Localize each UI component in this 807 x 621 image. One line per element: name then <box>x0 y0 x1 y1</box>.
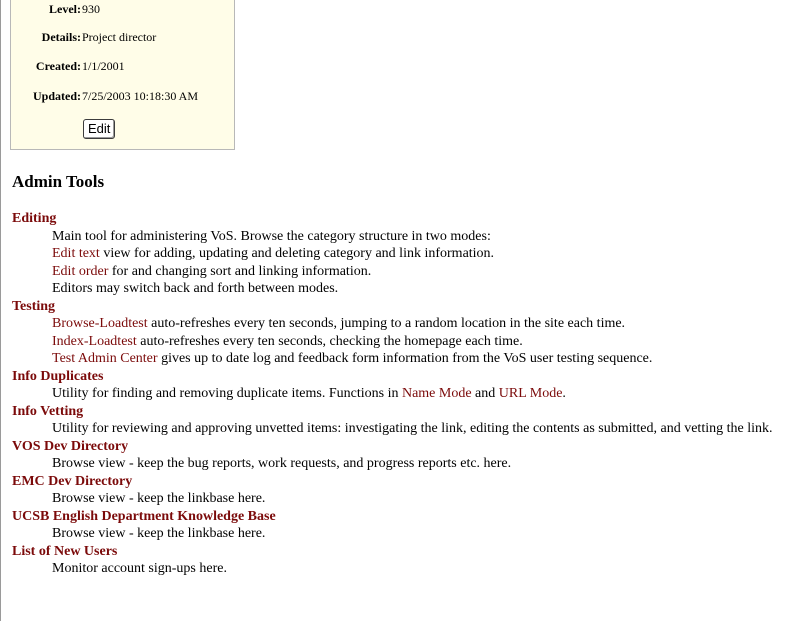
created-value: 1/1/2001 <box>82 59 125 73</box>
period-text: . <box>562 386 566 401</box>
admin-tools-heading: Admin Tools <box>12 172 105 191</box>
info-duplicates-line <box>12 385 802 403</box>
tool-vos-dev-directory <box>12 438 802 473</box>
emc-dev-directory-description: Browse view - keep the linkbase here. <box>52 491 266 506</box>
index-loadtest-link[interactable]: Index-Loadtest <box>52 333 137 349</box>
profile-row-updated <box>11 88 236 104</box>
testing-link[interactable]: Testing <box>12 298 56 314</box>
edit-text-line <box>12 245 802 263</box>
list-of-new-users-link[interactable]: List of New Users <box>12 543 118 559</box>
list-of-new-users-description: Monitor account sign-ups here. <box>52 561 227 576</box>
profile-row-details <box>11 29 236 45</box>
editing-note: Editors may switch back and forth between modes. <box>52 281 339 296</box>
ucsb-knowledge-base-link[interactable]: UCSB English Department Knowledge Base <box>12 508 276 524</box>
ucsb-knowledge-base-description: Browse view - keep the linkbase here. <box>52 526 266 541</box>
browse-loadtest-description: auto-refreshes every ten seconds, jumping to a random location in the site each time. <box>147 316 626 331</box>
index-loadtest-line <box>12 333 802 351</box>
tool-info-vetting <box>12 403 802 438</box>
browse-loadtest-line <box>12 315 802 333</box>
tool-testing <box>12 298 802 368</box>
vos-dev-directory-description: Browse view - keep the bug reports, work requests, and progress reports etc. here. <box>52 456 512 471</box>
edit-order-description: for and changing sort and linking information. <box>108 263 372 279</box>
tool-info-duplicates <box>12 368 802 403</box>
details-label: Details: <box>41 30 81 44</box>
window-left-border <box>0 0 1 621</box>
edit-order-line <box>12 263 802 281</box>
and-text: and <box>471 386 499 401</box>
created-label: Created: <box>35 59 81 73</box>
index-loadtest-description: auto-refreshes every ten seconds, checking the homepage each time. <box>136 333 523 349</box>
edit-text-description: view for adding, updating and deleting category and link information. <box>99 246 495 261</box>
tool-ucsb-knowledge-base <box>12 508 802 543</box>
edit-text-link[interactable]: Edit text <box>52 246 100 261</box>
info-vetting-link[interactable]: Info Vetting <box>12 403 84 419</box>
tool-editing <box>12 210 802 298</box>
profile-panel <box>10 0 235 150</box>
test-admin-center-link[interactable]: Test Admin Center <box>52 351 158 366</box>
info-duplicates-description: Utility for finding and removing duplicate items. Functions in <box>52 386 402 401</box>
details-value: Project director <box>82 30 157 44</box>
editing-description: Main tool for administering VoS. Browse the category structure in two modes: <box>52 228 491 244</box>
edit-button[interactable]: Edit <box>83 119 115 139</box>
emc-dev-directory-link[interactable]: EMC Dev Directory <box>12 473 133 489</box>
info-duplicates-link[interactable]: Info Duplicates <box>12 368 104 384</box>
profile-row-created <box>11 58 236 74</box>
edit-order-link[interactable]: Edit order <box>52 263 109 279</box>
updated-label: Updated: <box>32 89 81 103</box>
level-label: Level: <box>49 2 81 16</box>
tool-list-of-new-users <box>12 543 802 578</box>
info-vetting-description: Utility for reviewing and approving unvetted items: investigating the link, editing the contents as submitted, and vetting the link. <box>52 421 773 436</box>
admin-tools-list <box>12 210 802 578</box>
updated-value: 7/25/2003 10:18:30 AM <box>82 89 199 103</box>
profile-row-level <box>11 1 236 17</box>
test-admin-center-description: gives up to date log and feedback form information from the VoS user testing sequence. <box>157 351 653 366</box>
url-mode-link[interactable]: URL Mode <box>498 386 563 401</box>
test-admin-center-line <box>12 350 802 368</box>
level-value: 930 <box>82 2 100 16</box>
browse-loadtest-link[interactable]: Browse-Loadtest <box>52 316 148 331</box>
tool-emc-dev-directory <box>12 473 802 508</box>
vos-dev-directory-link[interactable]: VOS Dev Directory <box>12 438 129 454</box>
name-mode-link[interactable]: Name Mode <box>401 386 472 401</box>
editing-link[interactable]: Editing <box>12 211 57 226</box>
